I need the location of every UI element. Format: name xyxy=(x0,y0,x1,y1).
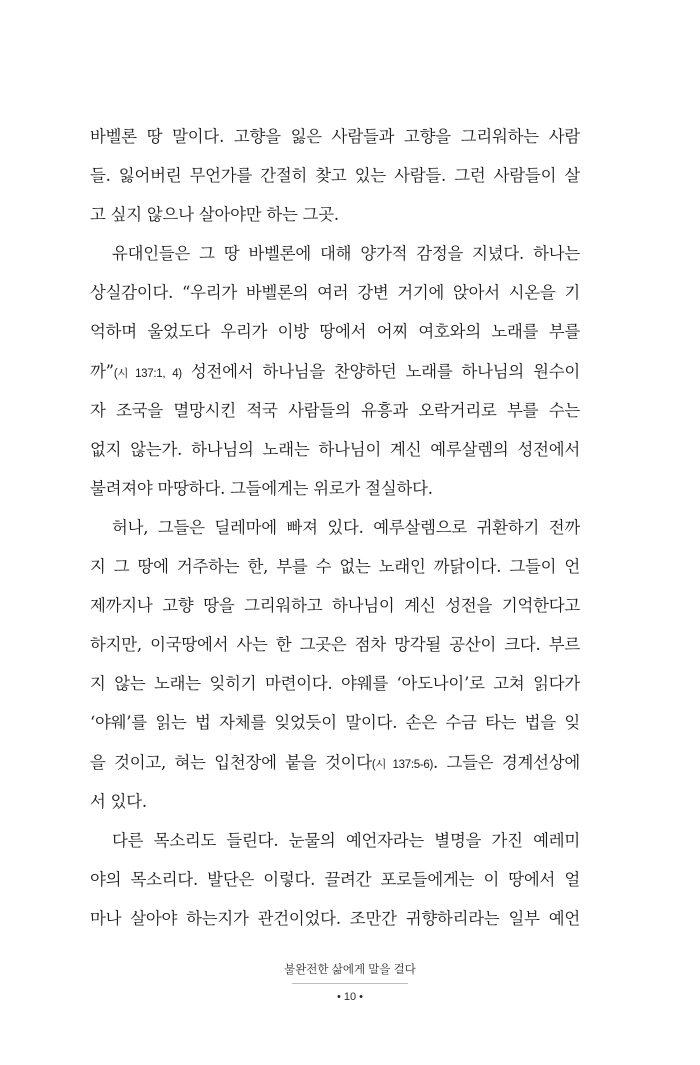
text-segment: . 그들은 경계선상에 xyxy=(432,752,580,772)
text-line: 하지만, 이국땅에서 사는 한 그곳은 점차 망각될 공산이 크다. 부르 xyxy=(90,635,580,655)
text-segment: 까” xyxy=(90,361,114,381)
text-line: 없지 않는가. 하나님의 노래는 하나님이 계신 예루살렘의 성전에서 xyxy=(90,439,580,459)
text-segment: 을 것이고, 혀는 입천장에 붙을 것이다 xyxy=(90,752,372,772)
text-line: 지 그 땅에 거주하는 한, 부를 수 없는 노래인 까닭이다. 그들이 언 xyxy=(90,557,580,577)
running-footer-title: 불완전한 삶에게 말을 걸다 xyxy=(284,964,416,976)
text-line: 들. 잃어버린 무언가를 간절히 찾고 있는 사람들. 그런 사람들이 살 xyxy=(90,166,580,186)
scripture-citation: (시 137:1, 4) xyxy=(113,367,182,380)
page-number: • 10 • xyxy=(336,991,364,1003)
text-line: ‘야웨’를 읽는 법 자체를 잊었듯이 말이다. 손은 수금 타는 법을 잊 xyxy=(90,713,580,733)
text-line: 서 있다. xyxy=(90,791,147,811)
text-line xyxy=(90,352,580,391)
text-line xyxy=(90,743,580,782)
text-line: 억하며 울었도다 우리가 이방 땅에서 어찌 여호와의 노래를 부를 xyxy=(90,322,580,342)
footer-divider xyxy=(292,983,408,984)
body-text xyxy=(90,117,580,938)
text-line: 지 않는 노래는 잊히기 마련이다. 야웨를 ‘아도나이’로 고쳐 읽다가 xyxy=(90,674,580,694)
text-line: 불려져야 마땅하다. 그들에게는 위로가 절실하다. xyxy=(90,478,433,498)
scripture-citation: (시 137:5-6) xyxy=(371,758,433,771)
text-line: 상실감이다. “우리가 바벨론의 여러 강변 거기에 앉아서 시온을 기 xyxy=(90,283,580,303)
text-line: 야의 목소리다. 발단은 이렇다. 끌려간 포로들에게는 이 땅에서 얼 xyxy=(90,869,580,889)
text-line: 바벨론 땅 말이다. 고향을 잃은 사람들과 고향을 그리워하는 사람 xyxy=(90,127,580,146)
text-line: 제까지나 고향 땅을 그리워하고 하나님이 계신 성전을 기억한다고 xyxy=(90,596,580,616)
text-line: 고 싶지 않으나 살아야만 하는 그곳. xyxy=(90,205,339,225)
text-line: 마나 살아야 하는지가 관건이었다. 조만간 귀향하리라는 일부 예언 xyxy=(90,908,580,928)
text-line: 유대인들은 그 땅 바벨론에 대해 양가적 감정을 지녔다. 하나는 xyxy=(112,244,580,264)
text-segment: 성전에서 하나님을 찬양하던 노래를 하나님의 원수이 xyxy=(181,361,580,381)
text-line: 허나, 그들은 딜레마에 빠져 있다. 예루살렘으로 귀환하기 전까 xyxy=(112,517,580,537)
text-line: 자 조국을 멸망시킨 적국 사람들의 유흥과 오락거리로 부를 수는 xyxy=(90,400,580,420)
text-line: 다른 목소리도 들린다. 눈물의 예언자라는 별명을 가진 예레미 xyxy=(112,830,580,850)
